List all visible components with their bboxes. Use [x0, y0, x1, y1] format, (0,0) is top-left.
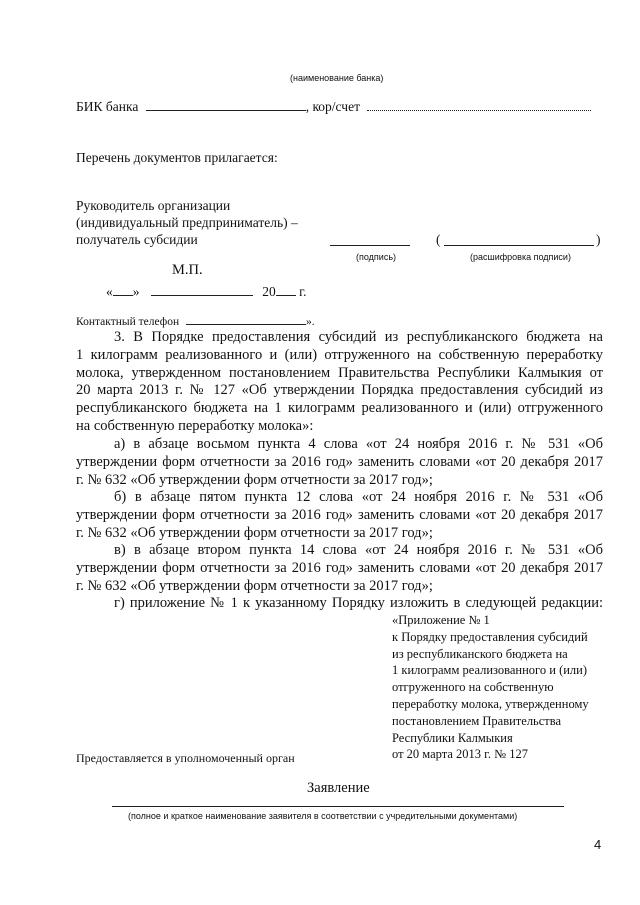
date-year-field[interactable] — [276, 283, 296, 296]
paragraph-3 — [76, 329, 603, 436]
contact-phone-end: ». — [306, 316, 315, 328]
item-b-line: г. № 632 «Об утверждении форм отчетности за 2017 год»; — [76, 524, 433, 541]
date-year-suffix: г. — [299, 284, 307, 299]
item-b — [76, 489, 603, 542]
page-number: 4 — [594, 837, 602, 852]
signature-decoding-field[interactable] — [444, 233, 594, 246]
item-b-line: утверждении форм отчетности за 2016 год» заменить словами «от 20 декабря 2017 — [76, 506, 603, 523]
item-v-line: г. № 632 «Об утверждении форм отчетности за 2017 год»; — [76, 577, 433, 594]
date-day-field[interactable] — [113, 283, 133, 296]
head-org-line2: (индивидуальный предприниматель) – — [76, 215, 298, 230]
date-quote-close: » — [132, 284, 140, 299]
appendix-line: «Приложение № 1 — [392, 613, 490, 627]
signature-caption: (подпись) — [356, 252, 397, 262]
item-a-line: утверждении форм отчетности за 2016 год» заменить словами «от 20 декабря 2017 — [76, 453, 603, 470]
date-line — [106, 283, 307, 300]
item-g-line: г) приложение № 1 к указанному Порядку изложить в следующей редакции: — [114, 595, 603, 611]
applicant-caption: (полное и краткое наименование заявителя в соответствии с учредительными документами) — [128, 811, 518, 821]
item-a — [76, 436, 603, 489]
korschet-field[interactable] — [367, 98, 591, 111]
date-quote-open: « — [106, 284, 113, 299]
korschet-label: , кор/счет — [305, 99, 360, 114]
appendix-line: к Порядку предоставления субсидий — [392, 629, 588, 644]
head-org-line1: Руководитель организации — [76, 198, 231, 213]
appendix-line: 1 килограмм реализованного и (или) — [392, 663, 588, 678]
appendix-line: постановлением Правительства — [392, 713, 562, 728]
item-a-line: г. № 632 «Об утверждении форм отчетности за 2017 год»; — [76, 471, 433, 488]
appendix-line: от 20 марта 2013 г. № 127 — [392, 747, 528, 762]
item-g — [76, 595, 603, 613]
appendix-block — [392, 612, 589, 763]
contact-phone-row — [76, 314, 315, 328]
signature-field[interactable] — [330, 233, 410, 246]
date-month-field[interactable] — [151, 283, 253, 296]
appendix-line: переработку молока, утвержденному — [392, 696, 589, 711]
para3-line: молока, утвержденном постановлением Правительства Республики Калмыкия от — [76, 364, 603, 381]
decoding-open-paren: ( — [436, 232, 441, 247]
documents-attached: Перечень документов прилагается: — [76, 150, 278, 165]
appendix-line: из республиканского бюджета на — [392, 646, 568, 661]
item-v-line: в) в абзаце втором пункта 14 слова «от 24 ноября 2016 г. № 531 «Об — [114, 542, 603, 558]
decoding-close-paren: ) — [596, 232, 601, 247]
appendix-line: Республики Калмыкия — [392, 730, 513, 745]
para3-line: 20 марта 2013 г. № 127 «Об утверждении Порядка предоставления субсидий из — [76, 382, 603, 399]
contact-phone-label: Контактный телефон — [76, 316, 180, 328]
para3-line: на собственную переработку молока»: — [76, 417, 314, 434]
head-org-line3: получатель субсидии — [76, 232, 198, 247]
applicant-name-field[interactable] — [112, 806, 564, 807]
appendix-line: отгруженного на собственную — [392, 680, 554, 695]
item-v — [76, 542, 603, 595]
para3-line: 1 килограмм реализованного и (или) отгруженного на собственную переработку — [76, 346, 603, 363]
para3-line: 3. В Порядке предоставления субсидий из республиканского бюджета на — [114, 329, 603, 345]
submitted-to: Предоставляется в уполномоченный орган — [76, 751, 295, 765]
bank-name-caption: (наименование банка) — [290, 73, 384, 83]
seal-mark: М.П. — [172, 262, 203, 278]
para3-line: республиканского бюджета на 1 килограмм реализованного и (или) отгруженного — [76, 400, 603, 417]
bik-row — [76, 98, 591, 115]
statement-title: Заявление — [307, 780, 370, 796]
decoding-caption: (расшифровка подписи) — [470, 252, 571, 262]
contact-phone-field[interactable] — [186, 314, 306, 325]
bik-label: БИК банка — [76, 99, 139, 114]
date-year-prefix: 20 — [262, 284, 276, 299]
item-a-line: а) в абзаце восьмом пункта 4 слова «от 24 ноября 2016 г. № 531 «Об — [114, 436, 603, 452]
bik-field[interactable] — [146, 98, 306, 111]
item-b-line: б) в абзаце пятом пункта 12 слова «от 24 ноября 2016 г. № 531 «Об — [114, 489, 603, 505]
item-v-line: утверждении форм отчетности за 2016 год» заменить словами «от 20 декабря 2017 — [76, 559, 603, 576]
